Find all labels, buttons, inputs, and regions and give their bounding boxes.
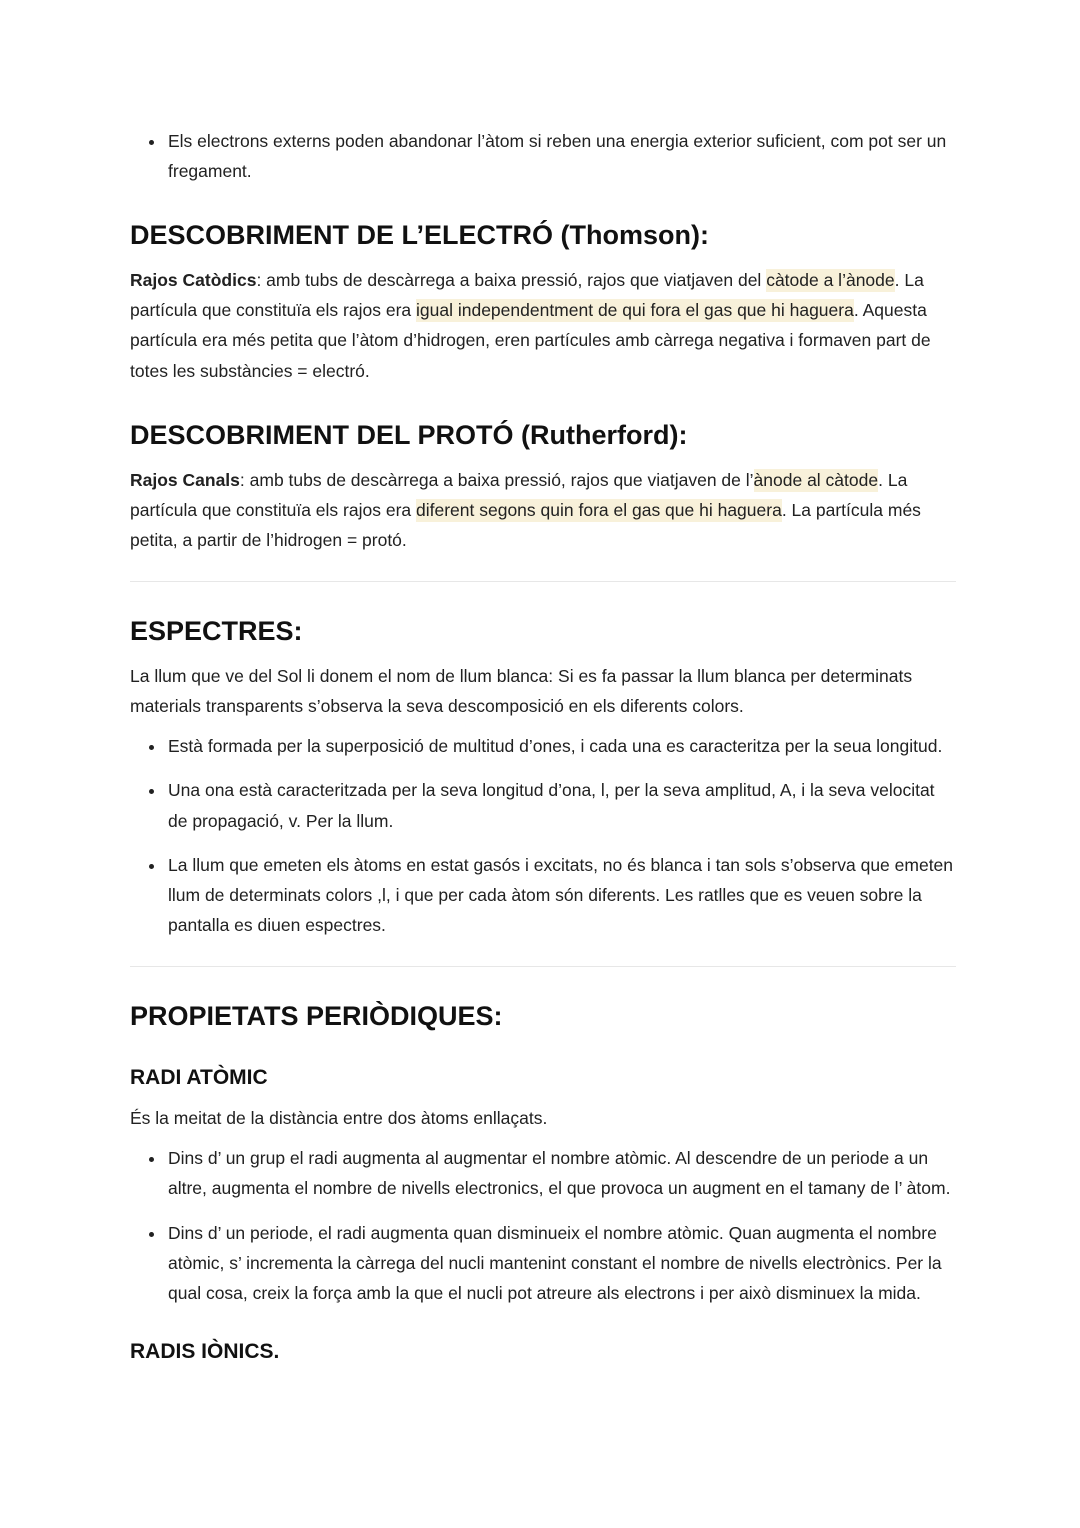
document-page bbox=[130, 0, 956, 1365]
espectres-bullet-list bbox=[130, 731, 956, 940]
paragraph-radi-atomic-intro: És la meitat de la distància entre dos àtoms enllaçats. bbox=[130, 1108, 548, 1129]
text-segment: . La partícula més petita, a partir de l’hidrogen = protó. bbox=[130, 499, 921, 550]
highlighted-text: igual independentment de qui fora el gas que hi haguera bbox=[416, 300, 854, 321]
list-item bbox=[166, 731, 956, 761]
text-segment: : amb tubs de descàrrega a baixa pressió, rajos que viatjaven de l’ bbox=[239, 469, 754, 490]
list-item-text: Una ona està caracteritzada per la seva longitud d’ona, l, per la seva amplitud, A, i la seva velocitat de propagació, v. Per la llum. bbox=[168, 780, 935, 831]
section-heading-espectres: ESPECTRES: bbox=[130, 616, 303, 647]
intro-bullet-list bbox=[130, 126, 956, 186]
subsection-heading-radi-atomic: RADI ATÒMIC bbox=[130, 1065, 268, 1089]
paragraph-label-rajos-catodics: Rajos Catòdics bbox=[130, 270, 257, 291]
highlighted-text: càtode a l’ànode bbox=[766, 270, 895, 291]
list-item-text: Dins d’ un grup el radi augmenta al augmentar el nombre atòmic. Al descendre de un periode a un altre, augmenta el nombre de nivells electronics, el que provoca un augment en el tamany de l’ àtom. bbox=[168, 1148, 951, 1199]
paragraph-proto bbox=[130, 465, 956, 555]
list-item bbox=[166, 775, 956, 835]
paragraph-espectres-intro: La llum que ve del Sol li donem el nom de llum blanca: Si es fa passar la llum blanca per determinats materials transparents s’observa la seva descomposició en els diferents colors. bbox=[130, 666, 913, 717]
paragraph-label-rajos-canals: Rajos Canals bbox=[130, 469, 240, 490]
section-heading-proto: DESCOBRIMENT DEL PROTÓ (Rutherford): bbox=[130, 419, 688, 450]
list-item bbox=[166, 1143, 956, 1203]
section-heading-electro: DESCOBRIMENT DE L’ELECTRÓ (Thomson): bbox=[130, 220, 709, 251]
text-segment: . La partícula que constituïa els rajos era bbox=[130, 469, 908, 520]
list-item bbox=[166, 850, 956, 940]
highlighted-text: ànode al càtode bbox=[753, 469, 879, 490]
list-item-text: Els electrons externs poden abandonar l’àtom si reben una energia exterior suficient, com pot ser un fregament. bbox=[168, 131, 947, 182]
text-segment: : amb tubs de descàrrega a baixa pressió, rajos que viatjaven del bbox=[256, 270, 767, 291]
section-divider bbox=[130, 581, 956, 582]
highlighted-text: diferent segons quin fora el gas que hi haguera bbox=[416, 499, 782, 520]
text-segment: . La partícula que constituïa els rajos era bbox=[130, 270, 924, 321]
list-item bbox=[166, 1218, 956, 1308]
radi-atomic-bullet-list bbox=[130, 1143, 956, 1307]
section-divider bbox=[130, 966, 956, 967]
list-item-text: Dins d’ un periode, el radi augmenta quan disminueix el nombre atòmic. Quan augmenta el nombre atòmic, s’ incrementa la càrrega del nucli mantenint constant el nombre de nivells electrònics. Per la qual cosa, creix la força amb la que el nucli pot atreure als electrons i per això disminuex la mida. bbox=[168, 1222, 942, 1303]
list-item-text: La llum que emeten els àtoms en estat gasós i excitats, no és blanca i tan sols s’observa que emeten llum de determinats colors ,l, i que per cada àtom són diferents. Les ratlles que es veuen sobre la pantalla es diuen espectres. bbox=[168, 854, 954, 935]
section-heading-propietats: PROPIETATS PERIÒDIQUES: bbox=[130, 1000, 503, 1031]
list-item bbox=[166, 126, 956, 186]
text-segment: . Aquesta partícula era més petita que l’àtom d’hidrogen, eren partícules amb càrrega negativa i formaven part de totes les substàncies = electró. bbox=[130, 300, 931, 381]
paragraph-electro bbox=[130, 265, 956, 385]
subsection-heading-radis-ionics: RADIS IÒNICS. bbox=[130, 1339, 280, 1363]
list-item-text: Està formada per la superposició de multitud d’ones, i cada una es caracteritza per la seua longitud. bbox=[168, 736, 943, 757]
